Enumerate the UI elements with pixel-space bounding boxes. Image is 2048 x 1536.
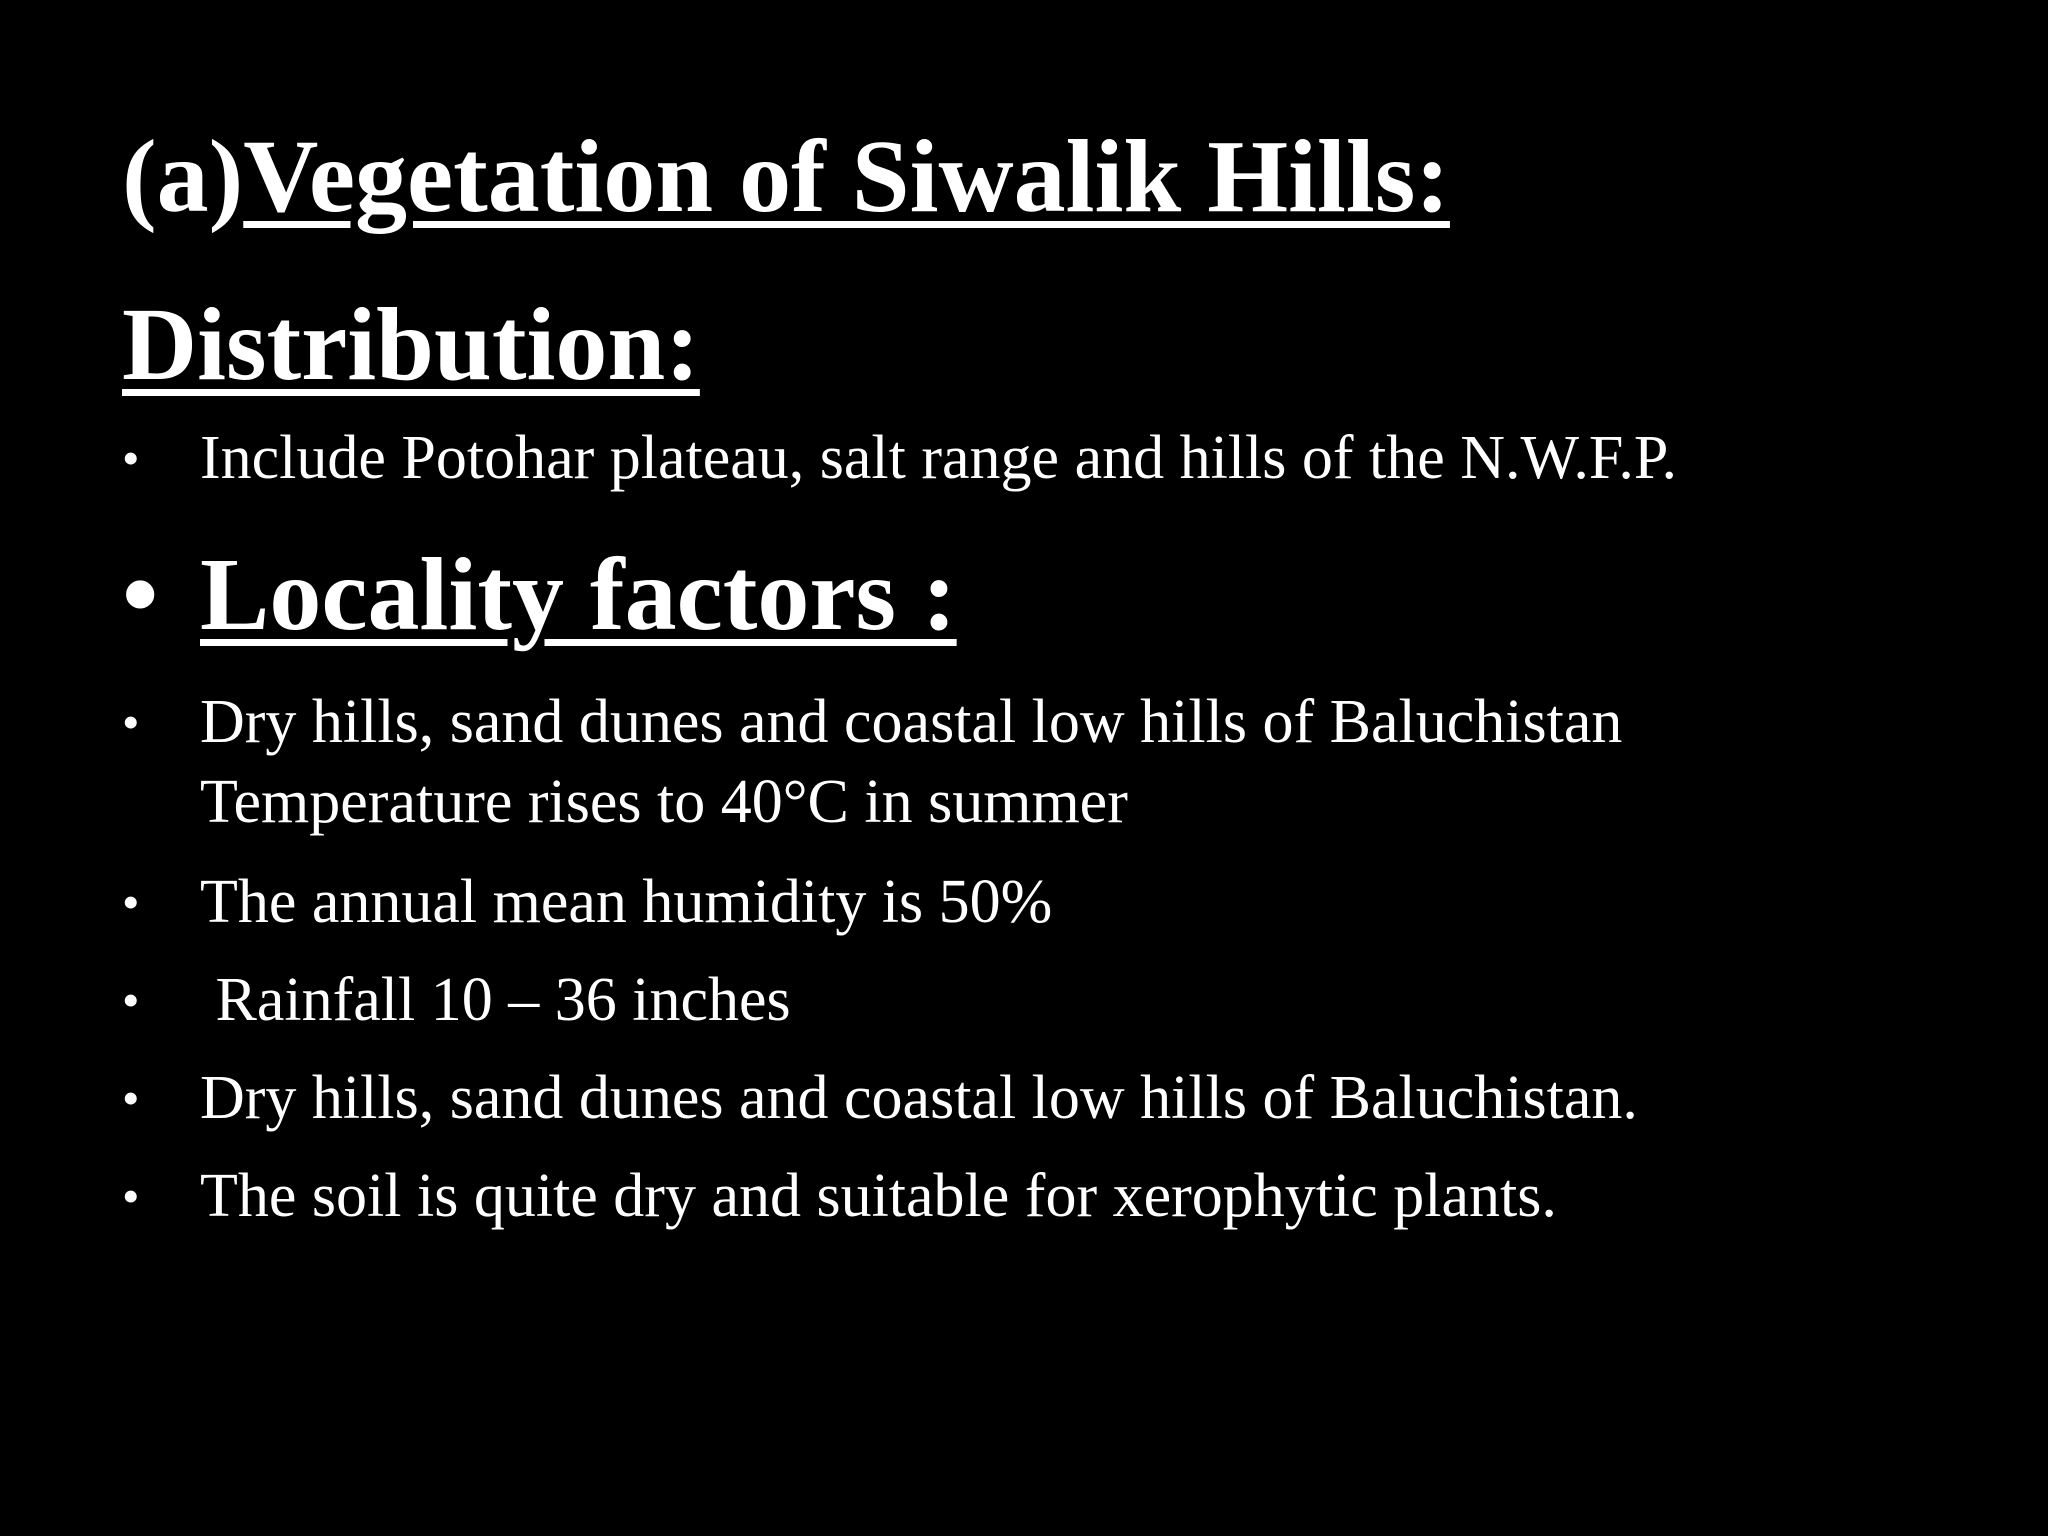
bullet-icon: •: [122, 1168, 140, 1224]
title-main: Vegetation of Siwalik Hills:: [243, 119, 1450, 234]
bullet-icon: •: [122, 874, 140, 930]
list-item-text: The annual mean humidity is 50%: [200, 868, 1053, 936]
bullet-icon: •: [122, 694, 140, 750]
list-item-text: Dry hills, sand dunes and coastal low hills of Baluchistan.: [200, 1064, 1638, 1132]
list-item-text: The soil is quite dry and suitable for xerophytic plants.: [200, 1162, 1557, 1230]
bullet-icon: •: [122, 537, 159, 652]
list-item-text: Rainfall 10 – 36 inches: [200, 966, 791, 1034]
list-item-text: Include Potohar plateau, salt range and hills of the N.W.F.P.: [200, 424, 1678, 492]
distribution-heading: Distribution:: [122, 287, 700, 402]
list-item-text: Dry hills, sand dunes and coastal low hills of Baluchistan: [200, 688, 1623, 756]
locality-heading: Locality factors :: [200, 537, 957, 652]
title-prefix: (a): [122, 119, 244, 234]
slide-title: [122, 112, 1450, 242]
bullet-icon: •: [122, 972, 140, 1028]
list-item-text: Temperature rises to 40°C in summer: [200, 768, 1128, 836]
bullet-icon: •: [122, 430, 140, 486]
bullet-icon: •: [122, 1070, 140, 1126]
